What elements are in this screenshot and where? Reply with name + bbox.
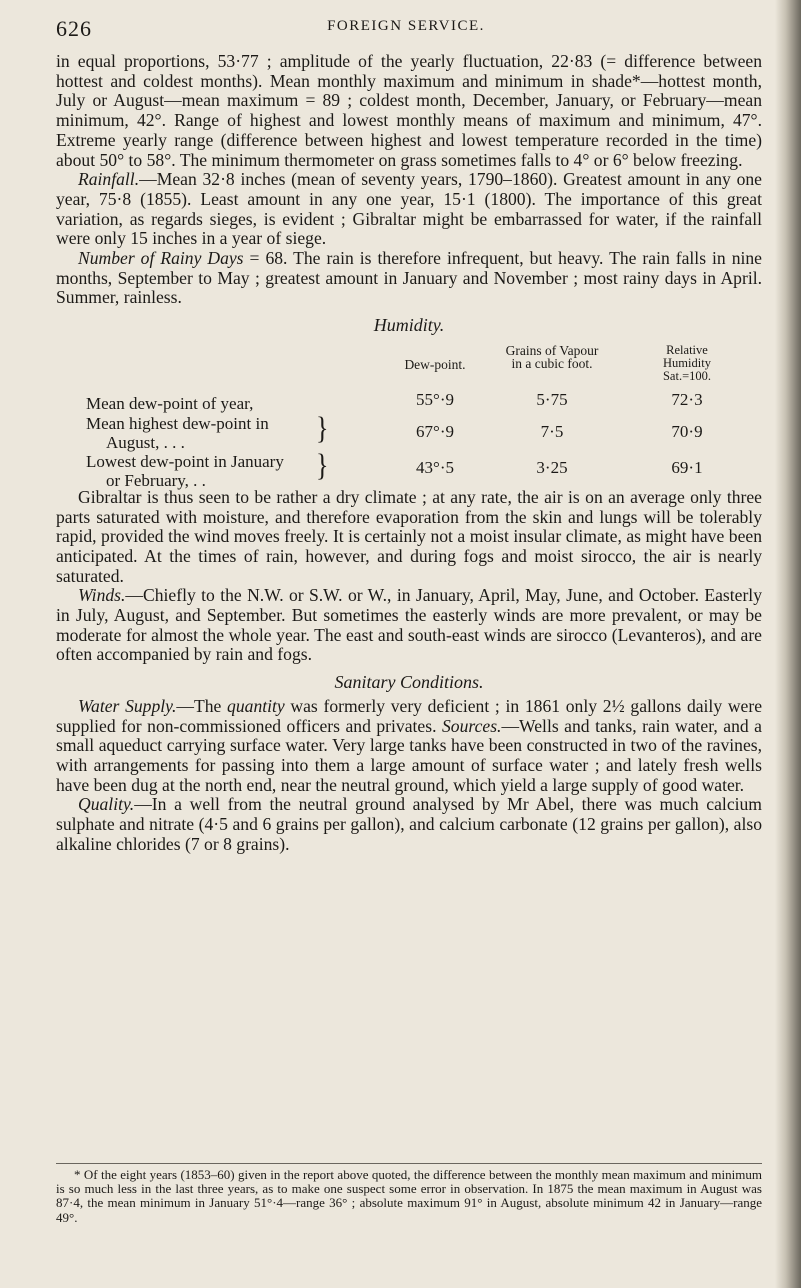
sources-heading: Sources. <box>442 715 502 736</box>
page-header <box>56 16 756 46</box>
humidity-heading: Humidity. <box>373 315 445 336</box>
col-head-relative-humidity: Relative Humidity Sat.=100. <box>662 342 712 383</box>
page-edge-shadow <box>775 0 801 1288</box>
water-supply-paragraph <box>56 697 762 796</box>
footnote-text: * Of the eight years (1853–60) given in the report above quoted, the difference between the monthly mean maximum and minimum is so much less in the last three years, as to make one suspect some error in observation. In 1875 the mean maximum in August was 87·4, the mean minimum in January 51°·4—range 36° ; absolute maximum 91° in August, absolute minimum 42 in January—range 49°. <box>56 1167 762 1225</box>
quality-heading: Quality. <box>78 794 135 815</box>
page-number: 626 <box>56 16 92 41</box>
quality-text: —In a well from the neutral ground analysed by Mr Abel, there was much calcium sulphate and nitrate (4·5 and 6 grains per gallon), and calcium carbonate (12 grains per gallon), also alkaline chlorides (7 or 8 grains). <box>56 794 762 854</box>
grains-value: 5·75 <box>536 389 568 409</box>
running-title: FOREIGN SERVICE. <box>327 18 485 34</box>
grains-value: 3·25 <box>536 457 568 477</box>
rainy-days-paragraph <box>56 249 762 308</box>
quality-paragraph <box>56 795 762 854</box>
dew-point-value: 55°·9 <box>416 389 454 409</box>
rainfall-heading: Rainfall. <box>78 169 140 190</box>
grains-value: 7·5 <box>540 421 564 441</box>
rainy-days-heading: Number of Rainy Days <box>78 248 244 269</box>
winds-paragraph <box>56 586 762 665</box>
dew-point-value: 43°·5 <box>416 457 454 477</box>
winds-heading: Winds. <box>78 585 126 606</box>
winds-text: —Chiefly to the N.W. or S.W. or W., in January, April, May, June, and October. Easterly in July, August, and September. But sometimes the easterly winds are more prevalent, or may be moderate for almost the whole year. The east and south-east winds are sirocco (Levanteros), and are often accompanied by rain and fogs. <box>56 585 762 665</box>
sources-text: —Wells and tanks, rain water, and a small aqueduct carrying surface water. Very large tanks have been constructed in two of the ravines, with arrangements for passing into them a large amount of surface water ; and lately fresh wells have been dug at the north end, near the neutral ground, which yield a large supply of good water. <box>56 715 762 795</box>
humidity-row-label-cont: August, . . . <box>106 432 185 452</box>
humidity-row-label-cont: or February, . . <box>106 470 206 490</box>
water-quantity-term: quantity <box>227 695 285 716</box>
rainfall-text: —Mean 32·8 inches (mean of seventy years, 1790–1860). Greatest amount in any one year, 75·8 (1855). Least amount in any one year, 15·1 (1800). The importance of this great variation, as regards sieges, is evident ; Gibraltar might be embarrassed for water, if the rainfall were only 15 inches in a year of siege. <box>56 169 762 249</box>
footnote <box>56 1163 762 1225</box>
brace: } <box>316 410 329 446</box>
page-body <box>56 52 762 855</box>
temperature-paragraph: in equal proportions, 53·77 ; amplitude of the yearly fluctuation, 22·83 (= difference between hottest and coldest months). Mean monthly maximum and minimum in shade*—hottest month, July or August—mean maximum = 89 ; coldest month, December, January, or February—mean minimum, 42°. Range of highest and lowest monthly means of maximum and minimum, 47°. Extreme yearly range (difference between highest and lowest temperature recorded in the time) about 50° to 58°. The minimum thermometer on grass sometimes falls to 4° or 6° below freezing. <box>56 51 762 170</box>
water-supply-text: was formerly very deficient ; in 1861 only 2½ gallons daily were supplied for non-commissioned officers and privates. <box>56 695 762 736</box>
humidity-row-label: Lowest dew-point in January <box>86 451 284 471</box>
humidity-row-label: Mean dew-point of year, <box>86 393 254 413</box>
climate-paragraph: Gibraltar is thus seen to be rather a dry climate ; at any rate, the air is on an average only three parts saturated with moisture, and therefore evaporation from the skin and lungs will be tolerably rapid, provided the wind moves freely. It is certainly not a moist insular climate, as might have been anticipated. At the times of rain, however, and during fogs and moist sirocco, the air is nearly saturated. <box>56 486 762 586</box>
col-head-dew-point: Dew-point. <box>404 356 466 372</box>
rainfall-paragraph <box>56 170 762 249</box>
water-supply-heading: Water Supply. <box>78 695 177 716</box>
brace: } <box>316 447 329 483</box>
dew-point-value: 67°·9 <box>416 421 454 441</box>
water-supply-pre: —The <box>176 695 228 716</box>
humidity-row-label: Mean highest dew-point in <box>86 413 269 433</box>
humidity-table <box>56 340 762 490</box>
relative-humidity-value: 70·9 <box>671 421 703 441</box>
relative-humidity-value: 72·3 <box>671 389 703 409</box>
col-head-grains: Grains of Vapour in a cubic foot. <box>505 342 599 371</box>
relative-humidity-value: 69·1 <box>671 457 703 477</box>
sanitary-heading: Sanitary Conditions. <box>334 672 484 693</box>
rainy-days-text: = 68. The rain is therefore infrequent, but heavy. The rain falls in nine months, September to May ; greatest amount in January and November ; most rainy days in April. Summer, rainless. <box>56 248 762 308</box>
